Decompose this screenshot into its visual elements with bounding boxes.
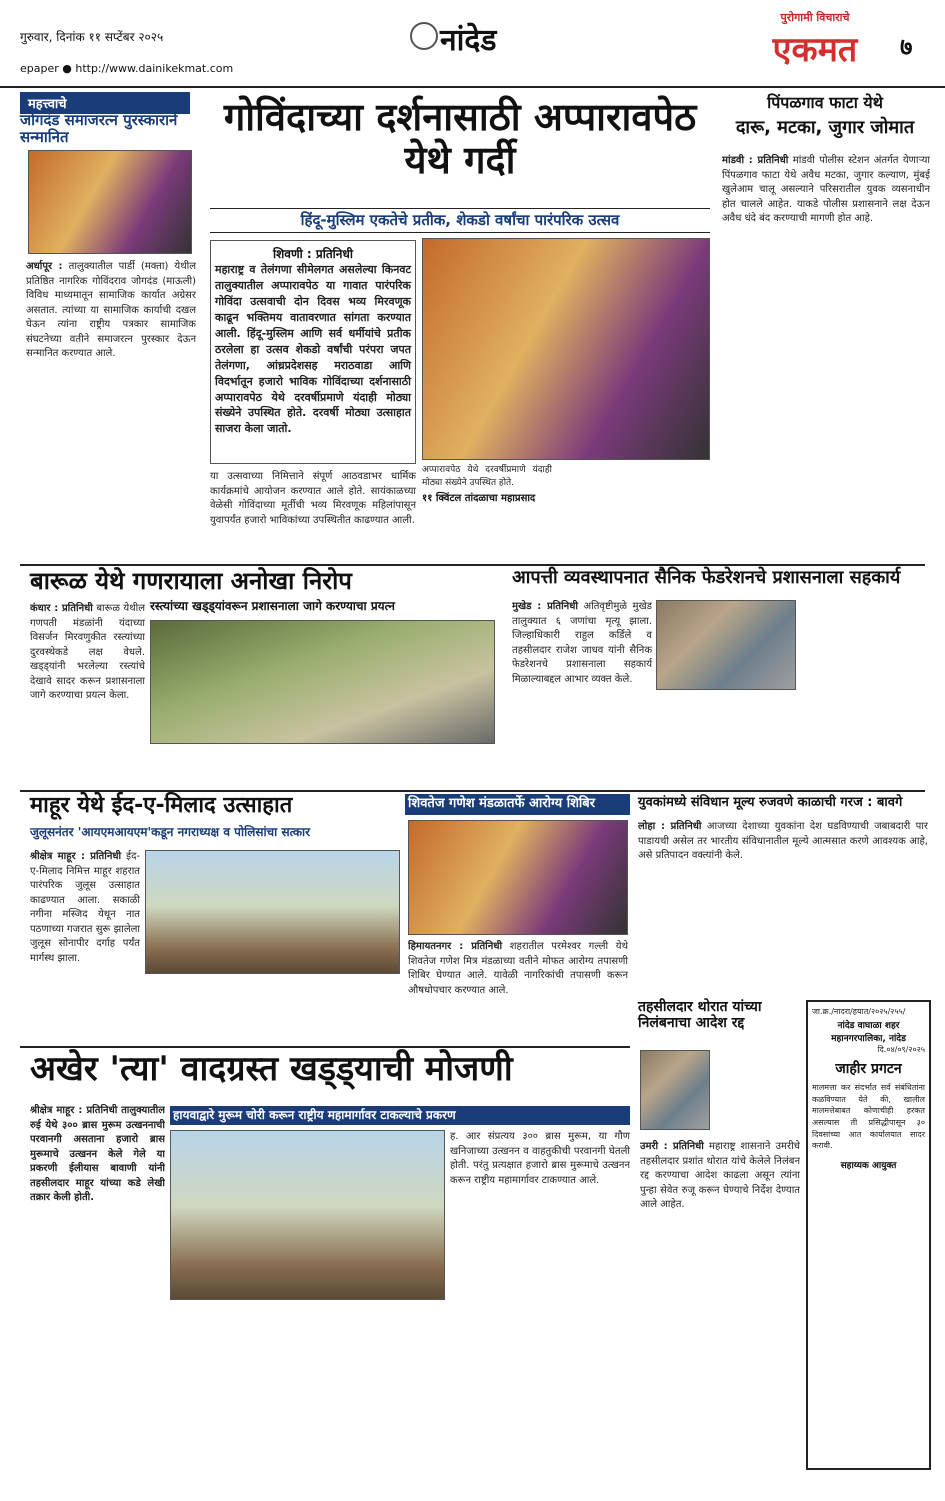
section-label: महत्त्वाचे bbox=[20, 92, 190, 114]
akher-photo bbox=[170, 1130, 445, 1300]
mahur-body: ईद-ए-मिलाद निमित्त माहूर शहरात पारंपरिक जुलूस उत्साहात काढण्यात आला. सकाळी नगीना मस्जिद येथून नात पठणाच्या गजरात सुरू झालेला जुलूस सोनापीर दर्गाह पर्यंत मार्गस्थ झाला. bbox=[30, 851, 140, 964]
tahsildar-body: महाराष्ट्र शासनाने उमरीचे तहसीलदार प्रशांत थोरात यांचे केलेले निलंबन रद्द करण्याचा आदेश काढला असून त्यांना पुन्हा सेवेत रुजू करून घेण्याचे निर्देश देण्यात आले आहेत. bbox=[640, 1141, 800, 1210]
notice-ref: जा.क्र./नादरा/हयात/२०२५/२५५/ bbox=[812, 1007, 906, 1016]
tahsildar-photo bbox=[640, 1050, 710, 1130]
issue-date: गुरुवार, दिनांक ११ सप्टेंबर २०२५ bbox=[20, 30, 164, 44]
akher-intro: तालुक्यातील रुई येथे ३०० ब्रास मुरूम उत्खननाची परवानगी असताना हजारो ब्रास मुरूमाचे उत्खनन केले गेले या प्रकरणी ईलीयास बावाणी यांनी तहसीलदार माहूर यांच्या कडे लेखी तक्रार केली होती. bbox=[30, 1105, 165, 1203]
shivteja-byline: हिमायतनगर : प्रतिनिधी bbox=[408, 941, 503, 952]
tahsildar-byline: उमरी : प्रतिनिधी bbox=[640, 1141, 704, 1152]
main-intro: महाराष्ट्र व तेलंगणा सीमेलगत असलेल्या किनवट तालुक्यातील अप्पारावपेठ या गावात पारंपरिक गोविंदा उत्सवाची दोन दिवस भव्य मिरवणूक काढून भक्तिमय वातावरणात सांगता करण्यात आली. हिंदू-मुस्लिम आणि सर्व धर्मीयांचे प्रतीक ठरलेला हा उत्सव शेकडो वर्षांची परंपरा जपत तेलंगणा, आंध्रप्रदेशसह मराठवाडा आणि विदर्भातून हजारो भाविक गोविंदाच्या दर्शनासाठी अप्पारावपेठ येथे दरवर्षीप्रमाणे यंदाही मोठ्या संख्येने उपस्थित होते. दरवर्षी मोठ्या उत्साहात साजरा केला जातो. bbox=[215, 263, 411, 436]
apatti-body: अतिवृष्टीमुळे मुखेड तालुक्यात ६ जणांचा मृत्यू झाला. जिल्हाधिकारी राहुल कर्डिले व तहसीलदार राजेश जाधव यांनी सैनिक फेडरेशनचे प्रशासनाला सहकार्य मिळाल्याबद्दल आभार व्यक्त केले. bbox=[512, 601, 652, 685]
yuva-text bbox=[638, 820, 928, 990]
crosshead: ११ क्विंटल तांदळाचा महाप्रसाद bbox=[422, 493, 536, 504]
shivteja-photo bbox=[408, 820, 628, 935]
main-subhead: हिंदू-मुस्लिम एकतेचे प्रतीक, शेकडो वर्षांचा पारंपरिक उत्सव bbox=[210, 208, 710, 233]
shivteja-headline: शिवतेज गणेश मंडळातर्फे आरोग्य शिबिर bbox=[405, 794, 630, 815]
city-emblem-icon bbox=[410, 22, 438, 50]
mahur-text bbox=[30, 850, 140, 1040]
main-byline: शिवणी : प्रतिनिधी bbox=[273, 247, 353, 261]
apatti-headline: आपत्ती व्यवस्थापनात सैनिक फेडरेशनचे प्रशासनाला सहकार्य bbox=[512, 567, 901, 588]
brand-logo bbox=[745, 10, 885, 80]
yuva-body: आजच्या देशाच्या युवकांना देश घडविण्याची जबाबदारी पार पाडायची असेल तर भारतीय संविधानातील मूल्ये आत्मसात करणे आवश्यक आहे, असे प्रतिपादन वक्त्यांनी केले. bbox=[638, 821, 928, 861]
side-body: तालुक्यातील पार्डी (मक्ता) येथील प्रतिष्ठित नागरिक गोविंदराव जोगदंड (माऊली) विविध माध्यमातून सामाजिक कार्यात अग्रेसर असतात. त्यांच्या या सामाजिक कार्याची दखल घेऊन त्यांना राष्ट्रीय पत्रकार सामाजिक संघटनेच्या वतीने समाजरत्न पुरस्कार देऊन सन्मानित करण्यात आले. bbox=[26, 261, 196, 359]
shivteja-body: शहरातील परमेश्वर गल्ली येथे शिवतेज गणेश मित्र मंडळाच्या वतीने मोफत आरोग्य तपासणी शिबिर घेण्यात आले. यावेळी नागरिकांची तपासणी करून औषधोपचार करण्यात आले. bbox=[408, 941, 628, 996]
right-kicker: पिंपळगाव फाटा येथे bbox=[767, 93, 883, 112]
divider bbox=[20, 790, 925, 792]
right-story-text bbox=[722, 154, 930, 554]
side-headline: जोगदंड समाजरत्न पुरस्काराने सन्मानित bbox=[20, 111, 178, 146]
barul-byline: कंधार : प्रतिनिधी bbox=[30, 603, 93, 614]
mahur-headline: माहूर येथे ईद-ए-मिलाद उत्साहात bbox=[30, 793, 293, 818]
right-headline: दारू, मटका, जुगार जोमात bbox=[735, 117, 915, 138]
barul-headline: बारूळ येथे गणरायाला अनोखा निरोप bbox=[30, 567, 352, 595]
page-number: ७ bbox=[900, 33, 913, 61]
right-byline: मांडवी : प्रतिनिधी bbox=[722, 155, 789, 166]
tahsildar-headline: तहसीलदार थोरात यांच्या निलंबनाचा आदेश रद्द bbox=[638, 999, 762, 1031]
divider bbox=[20, 564, 925, 566]
barul-photo bbox=[150, 620, 495, 744]
yuva-byline: लोहा : प्रतिनिधी bbox=[638, 821, 702, 832]
mahur-photo bbox=[145, 850, 400, 974]
akher-byline: श्रीक्षेत्र माहूर : प्रतिनिधी bbox=[30, 1105, 118, 1116]
akher-intro-box bbox=[30, 1104, 165, 1484]
apatti-text bbox=[512, 600, 652, 780]
shivteja-text bbox=[408, 940, 628, 1040]
tahsildar-text bbox=[640, 1140, 800, 1480]
public-notice bbox=[806, 1000, 931, 1470]
akher-headline: अखेर 'त्या' वादग्रस्त खड्ड्याची मोजणी bbox=[30, 1049, 513, 1089]
main-intro-box bbox=[210, 240, 416, 464]
apatti-photo bbox=[656, 600, 796, 690]
award-photo bbox=[28, 150, 192, 254]
side-story-text bbox=[26, 260, 196, 540]
notice-signer: सहाय्यक आयुक्त bbox=[840, 1160, 897, 1171]
brand-tagline: पुरोगामी विचाराचे bbox=[780, 11, 850, 24]
barul-subhead: रस्त्यांच्या खड्ड्यांवरून प्रशासनाला जागे करण्याचा प्रयत्न bbox=[150, 599, 395, 613]
barul-text bbox=[30, 602, 145, 782]
apatti-byline: मुखेड : प्रतिनिधी bbox=[512, 601, 578, 612]
mahur-subhead: जुलूसनंतर 'आयएमआयएम'कडून नगराध्यक्ष व पोलिसांचा सत्कार bbox=[30, 825, 311, 839]
main-body: या उत्सवाच्या निमित्ताने संपूर्ण आठवडाभर धार्मिक कार्यक्रमांचे आयोजन करण्यात आले होते. सायंकाळच्या वेळेसी गोविंदाच्या मूर्तीची भव्य मिरवणूक महिलांपासून युवापर्यंत हजारो भाविकांच्या उपस्थितीत काढण्यात आली. bbox=[210, 471, 416, 526]
main-photo bbox=[422, 238, 710, 460]
epaper-link[interactable]: epaper ● http://www.dainikekmat.com bbox=[20, 62, 234, 75]
photo-caption: अप्पारावपेठ येथे दरवर्षीप्रमाणे यंदाही मोठ्या संख्येने उपस्थित होते. bbox=[422, 465, 552, 489]
brand-name: एकमत bbox=[772, 30, 858, 70]
notice-office: नांदेड वाघाळा शहर महानगरपालिका, नांदेड bbox=[831, 1020, 906, 1044]
city-name: नांदेड bbox=[440, 23, 497, 58]
right-body: मांडवी पोलीस स्टेशन अंतर्गत येणाऱ्या पिंपळगाव फाटा येथे अवैध मटका, जुगार कल्याण, मुंबई खुलेआम चालू असल्याने परिसरातील युवक व्यसनाधीन होत चालले आहेत. याकडे पोलीस प्रशासनाने लक्ष देऊन अवैध धंदे बंद करण्याची मागणी होत आहे. bbox=[722, 155, 930, 224]
yuva-headline: युवकांमध्ये संविधान मूल्य रुजवणे काळाची गरज : बावगे bbox=[638, 795, 903, 810]
mahur-byline: श्रीक्षेत्र माहूर : प्रतिनिधी bbox=[30, 851, 122, 862]
divider bbox=[20, 1046, 630, 1048]
notice-date: दि.०४/०९/२०२५ bbox=[877, 1044, 925, 1054]
notice-body: मालमत्ता कर संदर्भात सर्व संबंधितांना कळविण्यात येते की, खालील मालमत्तेबाबत कोणाचीही हरकत असल्यास ती प्रसिद्धीपासून ३० दिवसांच्या आत कार्यालयात सादर करावी. bbox=[812, 1083, 925, 1151]
akher-body: ह. आर संप्रत्यय ३०० ब्रास मुरूम, या गौण खनिजाच्या उत्खनन व वाहतुकीची परवानगी घेतली होती. परंतु प्रत्यक्षात हजारो ब्रास मुरूमाचे उत्खनन करून राष्ट्रीय महामार्गावर टाकण्यात आले. bbox=[450, 1131, 630, 1186]
side-byline: अर्धापूर : bbox=[26, 261, 63, 272]
main-headline: गोविंदाच्या दर्शनासाठी अप्पारावपेठ येथे गर्दी bbox=[223, 95, 697, 182]
barul-body: बारूळ येथील गणपती मंडळांनी यंदाच्या विसर्जन मिरवणुकीत रस्त्यांच्या दुरवस्थेकडे लक्ष वेधले. खड्ड्यांनी भरलेल्या रस्त्यांचे देखावे सादर करून प्रशासनाला जागे करण्याचा प्रयत्न केला. bbox=[30, 603, 145, 701]
akher-subhead: हायवाद्वारे मुरूम चोरी करून राष्ट्रीय महामार्गावर टाकल्याचे प्रकरण bbox=[170, 1106, 630, 1125]
notice-title: जाहीर प्रगटन bbox=[835, 1061, 902, 1078]
